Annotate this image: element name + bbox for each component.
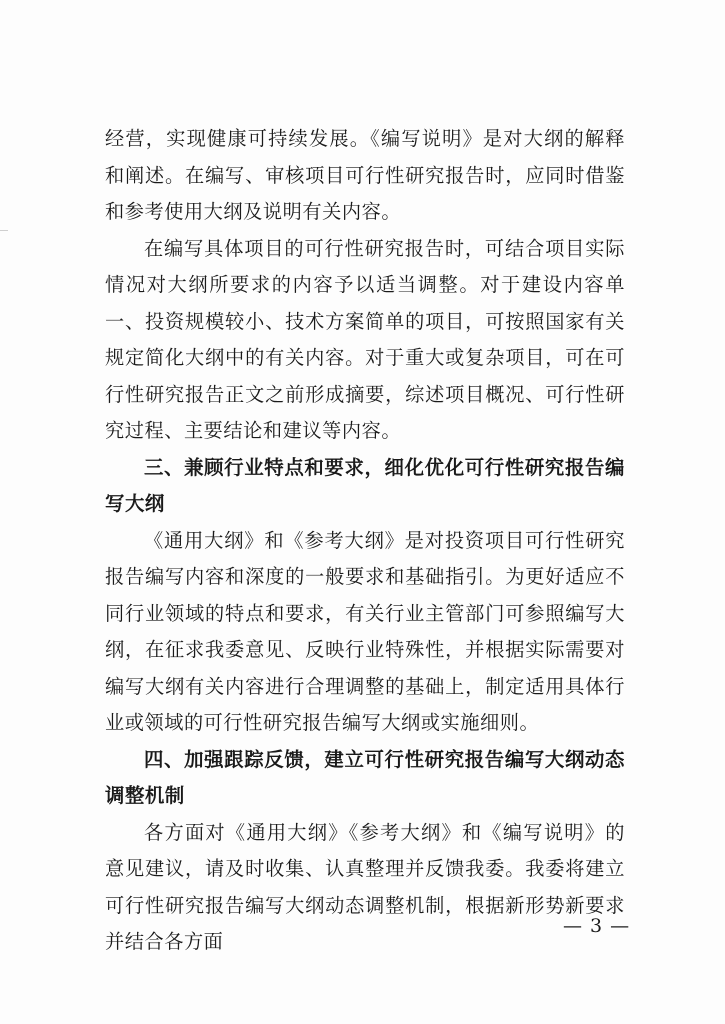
paragraph-feedback-mechanism: 各方面对《通用大纲》《参考大纲》和《编写说明》的意见建议，请及时收集、认真整理并反馈我委。我委将建立可行性研究报告编写大纲动态调整机制，根据新形势新要求并结合各方面: [105, 820, 625, 953]
document-body: [105, 121, 625, 961]
paragraph-outline-adjustment: 在编写具体项目的可行性研究报告时，可结合项目实际情况对大纲所要求的内容予以适当调整。对于建设内容单一、投资规模较小、技术方案简单的项目，可按照国家有关规定简化大纲中的有关内容。对于重大或复杂项目，可在可行性研究报告正文之前形成摘要，综述项目概况、可行性研究过程、主要结论和建议等内容。: [105, 236, 625, 442]
page-number: — 3 —: [563, 915, 631, 937]
section-heading-three: 三、兼顾行业特点和要求，细化优化可行性研究报告编写大纲: [105, 455, 625, 515]
section-heading-four: 四、加强跟踪反馈，建立可行性研究报告编写大纲动态调整机制: [105, 747, 625, 807]
paragraph-industry-guidance: 《通用大纲》和《参考大纲》是对投资项目可行性研究报告编写内容和深度的一般要求和基础指引。为更好适应不同行业领域的特点和要求，有关行业主管部门可参照编写大纲，在征求我委意见、反映行业特殊性，并根据实际需要对编写大纲有关内容进行合理调整的基础上，制定适用具体行业或领域的可行性研究报告编写大纲或实施细则。: [105, 528, 625, 734]
scan-edge-mark: [0, 230, 8, 231]
paragraph-continuation: 经营，实现健康可持续发展。《编写说明》是对大纲的解释和阐述。在编写、审核项目可行性研究报告时，应同时借鉴和参考使用大纲及说明有关内容。: [105, 127, 625, 223]
